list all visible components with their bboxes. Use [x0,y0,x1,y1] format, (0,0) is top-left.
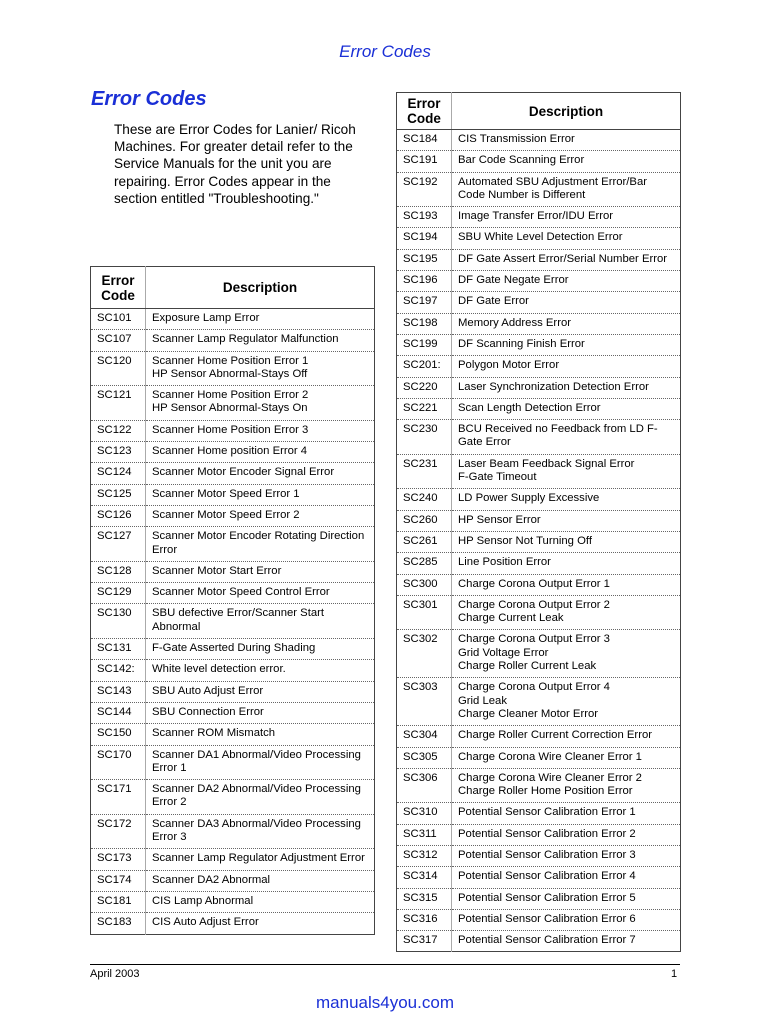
error-description-cell: Scanner DA1 Abnormal/Video Processing Error 1 [146,745,375,780]
table-row [91,505,375,526]
table-row [397,595,681,630]
error-code-cell: SC302 [397,630,452,678]
error-code-cell: SC231 [397,454,452,489]
error-description-cell: Scanner DA2 Abnormal/Video Processing Error 2 [146,780,375,815]
error-description-cell: Charge Corona Output Error 2 Charge Current Leak [452,595,681,630]
table-row [397,249,681,270]
error-description-cell: Scanner Lamp Regulator Adjustment Error [146,849,375,870]
error-code-cell: SC171 [91,780,146,815]
table-row [397,824,681,845]
error-description-cell: BCU Received no Feedback from LD F-Gate Error [452,420,681,455]
error-description-cell: DF Gate Error [452,292,681,313]
watermark-link[interactable]: manuals4you.com [316,993,454,1012]
table-row [397,845,681,866]
error-description-cell: CIS Lamp Abnormal [146,891,375,912]
table-row [397,356,681,377]
table-row [91,583,375,604]
error-code-cell: SC107 [91,330,146,351]
error-code-cell: SC144 [91,702,146,723]
error-description-cell: SBU Auto Adjust Error [146,681,375,702]
table-row [397,768,681,803]
error-code-cell: SC183 [91,913,146,934]
left-table-body [91,309,375,935]
error-code-cell: SC143 [91,681,146,702]
error-code-cell: SC131 [91,639,146,660]
table-row [91,351,375,386]
error-description-cell: Memory Address Error [452,313,681,334]
error-description-cell: HP Sensor Error [452,510,681,531]
error-code-cell: SC122 [91,420,146,441]
error-code-cell: SC199 [397,334,452,355]
table-row [91,420,375,441]
table-row [91,484,375,505]
footer-divider [90,964,680,965]
table-row [397,398,681,419]
error-description-cell: HP Sensor Not Turning Off [452,531,681,552]
table-row [397,726,681,747]
error-description-cell: Scanner Motor Encoder Rotating Direction Error [146,527,375,562]
column-header-description: Description [146,267,375,309]
table-row [397,678,681,726]
table-row [397,630,681,678]
error-code-cell: SC240 [397,489,452,510]
table-row [397,334,681,355]
table-row [91,891,375,912]
error-description-cell: Potential Sensor Calibration Error 4 [452,867,681,888]
error-code-table-right [396,92,681,952]
table-row [397,313,681,334]
error-description-cell: Charge Corona Output Error 4 Grid Leak Charge Cleaner Motor Error [452,678,681,726]
error-description-cell: Charge Corona Output Error 1 [452,574,681,595]
table-row [397,377,681,398]
table-row [91,780,375,815]
table-row [91,527,375,562]
error-code-cell: SC192 [397,172,452,207]
error-description-cell: Laser Synchronization Detection Error [452,377,681,398]
error-code-cell: SC303 [397,678,452,726]
error-code-cell: SC121 [91,386,146,421]
error-code-cell: SC304 [397,726,452,747]
table-row [397,888,681,909]
error-code-cell: SC129 [91,583,146,604]
error-description-cell: Scanner Home position Error 4 [146,442,375,463]
error-code-cell: SC128 [91,561,146,582]
error-code-cell: SC181 [91,891,146,912]
error-description-cell: F-Gate Asserted During Shading [146,639,375,660]
error-description-cell: SBU defective Error/Scanner Start Abnormal [146,604,375,639]
error-code-cell: SC120 [91,351,146,386]
error-description-cell: Scanner Lamp Regulator Malfunction [146,330,375,351]
error-code-cell: SC305 [397,747,452,768]
error-description-cell: Scanner Home Position Error 3 [146,420,375,441]
error-code-cell: SC261 [397,531,452,552]
error-code-cell: SC194 [397,228,452,249]
table-row [91,913,375,934]
error-code-cell: SC198 [397,313,452,334]
error-code-cell: SC172 [91,814,146,849]
table-row [91,849,375,870]
table-row [91,660,375,681]
error-description-cell: Scanner DA3 Abnormal/Video Processing Error 3 [146,814,375,849]
table-row [91,681,375,702]
error-description-cell: SBU White Level Detection Error [452,228,681,249]
error-description-cell: Image Transfer Error/IDU Error [452,207,681,228]
table-row [397,420,681,455]
error-code-cell: SC125 [91,484,146,505]
error-code-cell: SC315 [397,888,452,909]
error-code-cell: SC170 [91,745,146,780]
table-row [397,803,681,824]
table-row [397,867,681,888]
error-description-cell: Charge Corona Wire Cleaner Error 2 Charge Roller Home Position Error [452,768,681,803]
error-code-cell: SC301 [397,595,452,630]
error-code-cell: SC197 [397,292,452,313]
error-code-cell: SC173 [91,849,146,870]
table-row [397,931,681,952]
error-code-cell: SC317 [397,931,452,952]
table-row [397,454,681,489]
error-description-cell: Charge Corona Output Error 3 Grid Voltage Error Charge Roller Current Leak [452,630,681,678]
table-row [397,510,681,531]
table-row [397,172,681,207]
error-code-cell: SC142: [91,660,146,681]
error-code-cell: SC127 [91,527,146,562]
footer-page-number: 1 [671,968,678,980]
error-code-cell: SC230 [397,420,452,455]
error-description-cell: Charge Roller Current Correction Error [452,726,681,747]
error-description-cell: SBU Connection Error [146,702,375,723]
error-code-cell: SC300 [397,574,452,595]
column-header-description: Description [452,93,681,130]
error-code-cell: SC311 [397,824,452,845]
table-row [91,463,375,484]
error-code-cell: SC174 [91,870,146,891]
error-description-cell: Exposure Lamp Error [146,309,375,330]
error-description-cell: Scanner Motor Start Error [146,561,375,582]
error-description-cell: Bar Code Scanning Error [452,151,681,172]
error-description-cell: DF Gate Negate Error [452,271,681,292]
error-description-cell: CIS Transmission Error [452,130,681,151]
error-code-cell: SC150 [91,724,146,745]
error-code-cell: SC285 [397,553,452,574]
table-row [397,574,681,595]
error-description-cell: Line Position Error [452,553,681,574]
column-header-code: Error Code [91,267,146,309]
error-code-cell: SC130 [91,604,146,639]
table-row [397,151,681,172]
table-row [91,561,375,582]
error-code-cell: SC201: [397,356,452,377]
column-header-code: Error Code [397,93,452,130]
error-description-cell: Laser Beam Feedback Signal Error F-Gate Timeout [452,454,681,489]
error-description-cell: CIS Auto Adjust Error [152,916,259,929]
table-row [397,747,681,768]
error-code-cell: SC306 [397,768,452,803]
error-description-cell: Potential Sensor Calibration Error 3 [452,845,681,866]
error-description-cell: DF Gate Assert Error/Serial Number Error [452,249,681,270]
error-code-cell: SC124 [91,463,146,484]
error-description-cell: Scanner Home Position Error 2 HP Sensor Abnormal-Stays On [146,386,375,421]
error-code-cell: SC184 [397,130,452,151]
error-description-cell: Scanner DA2 Abnormal [146,870,375,891]
table-row [397,909,681,930]
error-description-cell: LD Power Supply Excessive [452,489,681,510]
error-description-cell: Potential Sensor Calibration Error 1 [452,803,681,824]
error-description-cell: Potential Sensor Calibration Error 7 [458,934,636,947]
error-description-cell: Charge Corona Wire Cleaner Error 1 [452,747,681,768]
table-row [91,724,375,745]
table-row [91,702,375,723]
error-code-cell: SC312 [397,845,452,866]
table-row [397,207,681,228]
page-header-title: Error Codes [339,42,431,61]
footer-date: April 2003 [90,968,140,980]
table-row [397,271,681,292]
intro-paragraph: These are Error Codes for Lanier/ Ricoh Machines. For greater detail refer to the Service Manuals for the unit you are repairing. Error Codes appear in the section entitled "Troubleshooting." [114,122,356,206]
table-row [91,386,375,421]
error-code-cell: SC221 [397,398,452,419]
error-description-cell: Scanner Home Position Error 1 HP Sensor Abnormal-Stays Off [146,351,375,386]
table-row [91,814,375,849]
right-table-body [397,130,681,952]
error-code-cell: SC193 [397,207,452,228]
table-row [397,531,681,552]
error-code-cell: SC260 [397,510,452,531]
error-code-cell: SC220 [397,377,452,398]
table-row [397,489,681,510]
table-row [91,745,375,780]
error-description-cell: Scanner Motor Encoder Signal Error [146,463,375,484]
error-description-cell: White level detection error. [146,660,375,681]
error-description-cell: Scanner Motor Speed Error 1 [146,484,375,505]
table-row [397,553,681,574]
error-description-cell: Scanner Motor Speed Control Error [146,583,375,604]
error-code-cell: SC314 [397,867,452,888]
table-row [91,604,375,639]
table-row [91,442,375,463]
error-code-cell: SC316 [397,909,452,930]
table-row [91,639,375,660]
error-code-cell: SC126 [91,505,146,526]
error-description-cell: Scanner ROM Mismatch [146,724,375,745]
table-row [397,130,681,151]
table-row [91,870,375,891]
error-description-cell: Automated SBU Adjustment Error/Bar Code Number is Different [452,172,681,207]
table-row [397,228,681,249]
section-title: Error Codes [91,88,207,110]
table-row [91,309,375,330]
error-code-table-left [90,266,375,935]
table-row [91,330,375,351]
error-description-cell: Potential Sensor Calibration Error 6 [452,909,681,930]
error-description-cell: Scanner Motor Speed Error 2 [146,505,375,526]
table-row [397,292,681,313]
error-description-cell: Potential Sensor Calibration Error 2 [452,824,681,845]
error-description-cell: Polygon Motor Error [452,356,681,377]
error-code-cell: SC196 [397,271,452,292]
error-description-cell: Potential Sensor Calibration Error 5 [452,888,681,909]
error-code-cell: SC101 [91,309,146,330]
error-code-cell: SC195 [397,249,452,270]
error-description-cell: Scan Length Detection Error [452,398,681,419]
error-code-cell: SC191 [397,151,452,172]
error-code-cell: SC123 [91,442,146,463]
error-description-cell: DF Scanning Finish Error [452,334,681,355]
error-code-cell: SC310 [397,803,452,824]
